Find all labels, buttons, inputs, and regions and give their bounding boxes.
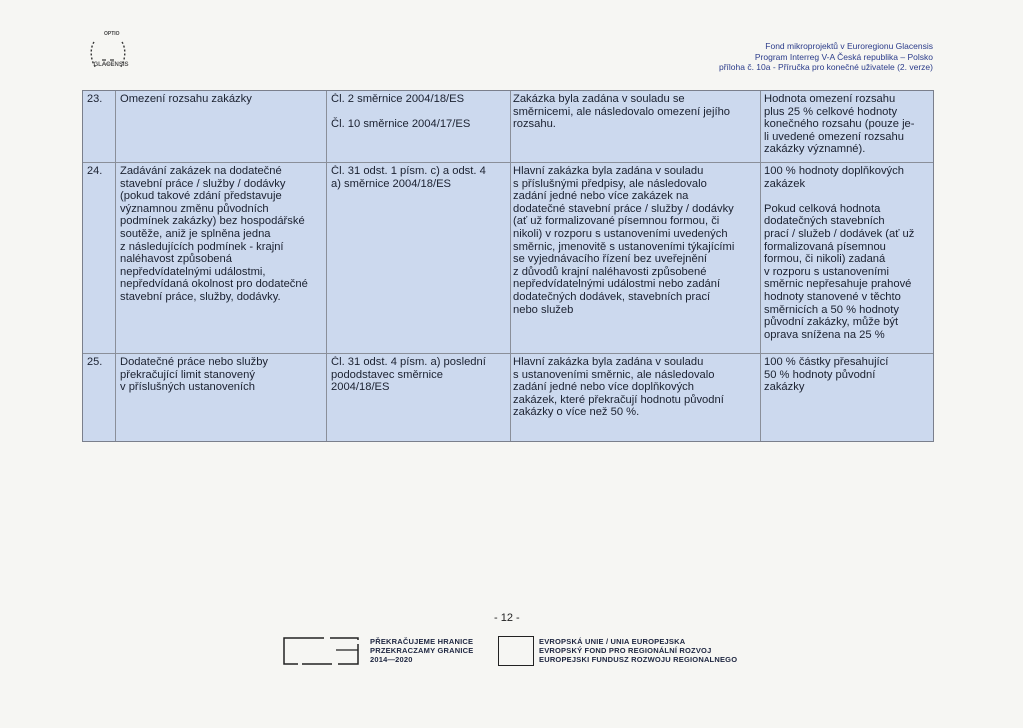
row-description: Omezení rozsahu zakázky [120,93,252,105]
row-correction: 100 % hodnoty doplňkových zakázek Pokud celková hodnota dodatečných stavebních prací / služeb / dodávek (ať už formalizovaná písemnou formou, či nikoli) zadaná v rozporu s ustanoveními směrnic nepřesahuje prahové hodnoty stanovené v těchto směrnicích a 50 % hodnoty původní zakázky, může být oprava snížena na 25 % [764,165,915,341]
row-legal-reference: Čl. 31 odst. 4 písm. a) poslední pododstavec směrnice 2004/18/ES [331,356,486,394]
row-description: Zadávání zakázek na dodatečné stavební práce / služby / dodávky (pokud takové zdání představuje významnou změnu původních podmínek zakázky) bez hospodářské soutěže, aniž je splněna jedna z následujících podmínek - krajní naléhavost způsobená nepředvídatelnými událostmi, nepředvídaná okolnost pro dodatečné stavební práce, služby, dodávky. [120,165,308,303]
row-number: 25. [87,356,103,368]
logo-top-text: OPTIO [104,31,120,37]
row-legal-reference: Čl. 31 odst. 1 písm. c) a odst. 4 a) směrnice 2004/18/ES [331,165,486,190]
row-number: 23. [87,93,103,105]
row-description: Dodatečné práce nebo služby překračující limit stanovený v příslušných ustanoveních [120,356,269,394]
footer-left-text [370,637,473,664]
row-situation: Hlavní zakázka byla zadána v souladu s příslušnými předpisy, ale následovalo zadání jedné nebo více zakázek na dodatečné stavební práce / služby / dodávky (ať už formalizované písemnou formou, či nikoli) v rozporu s ustanoveními uvedených směrnic, jmenovitě s ustanoveními týkajícími se vyjednávacího řízení bez uveřejnění z důvodů krajní naléhavosti způsobené nepředvídatelnými událostmi nebo zadání dodatečných dodávek, stavebních prací nebo služeb [513,165,735,316]
header-attachment-name: příloha č. 10a - Příručka pro konečné uživatele (2. verze) [718,62,933,72]
corrections-table [82,90,934,442]
footer-eu-name: EVROPSKÁ UNIE / UNIA EUROPEJSKA [539,637,686,646]
interreg-logo [282,636,360,666]
header-program-name: Program Interreg V-A Česká republika – Polsko [754,51,933,62]
row-situation: Zakázka byla zadána v souladu se směrnicemi, ale následovalo omezení jejího rozsahu. [513,93,731,131]
footer-years: 2014—2020 [370,655,413,664]
logo-text: GLACENSIS [93,62,129,68]
page-number: - 12 - [494,612,520,624]
row-legal-reference: Čl. 2 směrnice 2004/18/ES Čl. 10 směrnice 2004/17/ES [331,93,471,131]
footer-right-text [539,637,737,664]
row-number: 24. [87,165,103,177]
interreg-frame-icon [282,636,360,666]
row-situation: Hlavní zakázka byla zadána v souladu s ustanoveními směrnic, ale následovalo zadání jedné nebo více doplňkových zakázek, které překračují hodnotu původní zakázky o více než 50 %. [513,356,724,419]
document-header [719,41,933,73]
row-correction: 100 % částky přesahující 50 % hodnoty původní zakázky [764,356,889,394]
row-correction: Hodnota omezení rozsahu plus 25 % celkové hodnoty konečného rozsahu (pouze je- li uvedené omezení rozsahu zakázky významné). [764,93,915,156]
logo-emblem-icon [80,30,136,82]
eu-flag-logo [498,636,534,666]
header-fund-name: Fond mikroprojektů v Euroregionu Glacensis [765,41,933,51]
footer-fund-pl: EUROPEJSKI FUNDUSZ ROZWOJU REGIONALNEGO [539,655,738,664]
glacensis-logo [80,30,136,82]
footer-slogan-cz: PŘEKRAČUJEME HRANICE [370,637,474,646]
footer-fund-cz: EVROPSKÝ FOND PRO REGIONÁLNÍ ROZVOJ [539,646,712,655]
footer-slogan-pl: PRZEKRACZAMY GRANICE [370,646,474,655]
